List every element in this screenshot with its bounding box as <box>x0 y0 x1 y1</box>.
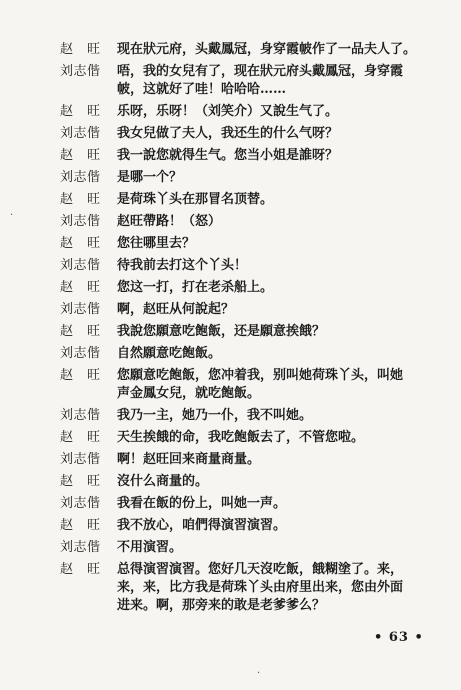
speech-line: 您願意吃飽飯，您冲着我，别叫她荷珠丫头，叫她 <box>117 368 404 383</box>
speech-line: 我說您願意吃飽飯，还是願意挨餓？ <box>117 324 326 339</box>
speech-line: 不用演習。 <box>117 540 183 555</box>
speaker-name: 刘志偕 <box>60 170 101 185</box>
dialogue-row <box>60 191 440 209</box>
speaker-name: 赵 旺 <box>60 192 101 207</box>
dialogue-row <box>60 561 440 615</box>
speech-line: 帔，这就好了哇！哈哈哈…… <box>117 82 287 97</box>
speaker-name: 刘志偕 <box>60 302 101 317</box>
speech-line: 赵旺帶路！（怒） <box>117 214 222 229</box>
speech-text <box>117 169 440 187</box>
dialogue-row <box>60 257 440 275</box>
speaker-name: 赵 旺 <box>60 42 101 57</box>
speech-text <box>117 561 440 615</box>
speaker-name: 赵 旺 <box>60 518 101 533</box>
speech-line: 我看在飯的份上，叫她一声。 <box>117 496 287 511</box>
dialogue-row <box>60 539 440 557</box>
speech-text <box>117 235 440 253</box>
dialogue-row <box>60 451 440 469</box>
speech-text <box>117 279 440 297</box>
speech-line: 唔，我的女兒有了，现在狀元府头戴鳳冠，身穿霞 <box>117 64 404 79</box>
speech-line: 啊，赵旺从何說起？ <box>117 302 235 317</box>
speaker-name: 赵 旺 <box>60 474 101 489</box>
speech-line: 声金鳳女兒，就吃飽飯。 <box>117 386 261 401</box>
speech-line: 待我前去打这个丫头！ <box>117 258 248 273</box>
speech-text <box>117 257 440 275</box>
dialogue-row <box>60 125 440 143</box>
dialogue-row <box>60 41 440 59</box>
speaker-name: 刘志偕 <box>60 496 101 511</box>
speech-line: 您往哪里去？ <box>117 236 196 251</box>
speech-line: 我女兒做了夫人，我还生的什么气呀？ <box>117 126 339 141</box>
speech-text <box>117 429 440 447</box>
speaker-name: 刘志偕 <box>60 540 101 555</box>
speech-text <box>117 495 440 513</box>
speech-line: 现在狀元府，头戴鳳冠，身穿霞帔作了一品夫人了。 <box>117 42 417 57</box>
speech-line: 乐呀，乐呀！（刘笑介）又說生气了。 <box>117 104 339 119</box>
speech-text <box>117 63 440 99</box>
speaker-name: 刘志偕 <box>60 258 101 273</box>
dialogue-row <box>60 301 440 319</box>
speaker-name: 赵 旺 <box>60 280 101 295</box>
speech-line: 您这一打，打在老杀船上。 <box>117 280 274 295</box>
speaker-name: 刘志偕 <box>60 64 101 79</box>
dialogue-row <box>60 407 440 425</box>
speech-text <box>117 451 440 469</box>
speaker-name: 赵 旺 <box>60 368 101 383</box>
dialogue-row <box>60 473 440 491</box>
speaker-name: 刘志偕 <box>60 126 101 141</box>
dialogue-row <box>60 323 440 341</box>
speaker-name: 赵 旺 <box>60 324 101 339</box>
dialogue-row <box>60 235 440 253</box>
speech-text <box>117 539 440 557</box>
speech-text <box>117 41 440 59</box>
speaker-name: 刘志偕 <box>60 346 101 361</box>
speech-line: 自然願意吃飽飯。 <box>117 346 222 361</box>
speech-line: 进来。啊，那旁来的敢是老爹爹么？ <box>117 598 326 613</box>
speaker-name: 赵 旺 <box>60 562 101 577</box>
speaker-name: 刘志偕 <box>60 214 101 229</box>
dialogue-row <box>60 517 440 535</box>
speaker-name: 赵 旺 <box>60 148 101 163</box>
page-number: • 63 • <box>374 630 424 645</box>
dialogue-row <box>60 63 440 99</box>
dialogue-row <box>60 213 440 231</box>
speech-text <box>117 103 440 121</box>
scan-mark: · <box>10 210 14 221</box>
speech-line: 天生挨餓的命，我吃飽飯去了，不管您啦。 <box>117 430 365 445</box>
speech-line: 我一說您就得生气。您当小姐是誰呀？ <box>117 148 339 163</box>
speech-text <box>117 213 440 231</box>
dialogue-row <box>60 169 440 187</box>
speech-text <box>117 125 440 143</box>
speaker-name: 赵 旺 <box>60 104 101 119</box>
scan-mark: · <box>257 668 261 679</box>
speech-text <box>117 367 440 403</box>
speech-line: 沒什么商量的。 <box>117 474 209 489</box>
speech-line: 我乃一主，她乃一仆，我不叫她。 <box>117 408 313 423</box>
dialogue-row <box>60 279 440 297</box>
speech-line: 是哪一个？ <box>117 170 183 185</box>
speech-text <box>117 191 440 209</box>
speech-line: 来，来，比方我是荷珠丫头由府里出来，您由外面 <box>117 580 404 595</box>
speech-text <box>117 301 440 319</box>
speech-line: 我不放心，咱們得演習演習。 <box>117 518 287 533</box>
dialogue-row <box>60 367 440 403</box>
speaker-name: 刘志偕 <box>60 408 101 423</box>
speech-text <box>117 345 440 363</box>
speaker-name: 赵 旺 <box>60 236 101 251</box>
speech-text <box>117 473 440 491</box>
dialogue-row <box>60 429 440 447</box>
dialogue-row <box>60 345 440 363</box>
speech-line: 是荷珠丫头在那冒名顶替。 <box>117 192 274 207</box>
speech-line: 啊！赵旺回来商量商量。 <box>117 452 261 467</box>
dialogue-row <box>60 103 440 121</box>
dialogue-row <box>60 147 440 165</box>
speech-text <box>117 147 440 165</box>
speaker-name: 刘志偕 <box>60 452 101 467</box>
speech-line: 总得演習演習。您好几天沒吃飯，餓糊塗了。来， <box>117 562 404 577</box>
speech-text <box>117 517 440 535</box>
speech-text <box>117 407 440 425</box>
speech-text <box>117 323 440 341</box>
dialogue-block <box>60 41 440 619</box>
dialogue-row <box>60 495 440 513</box>
speaker-name: 赵 旺 <box>60 430 101 445</box>
